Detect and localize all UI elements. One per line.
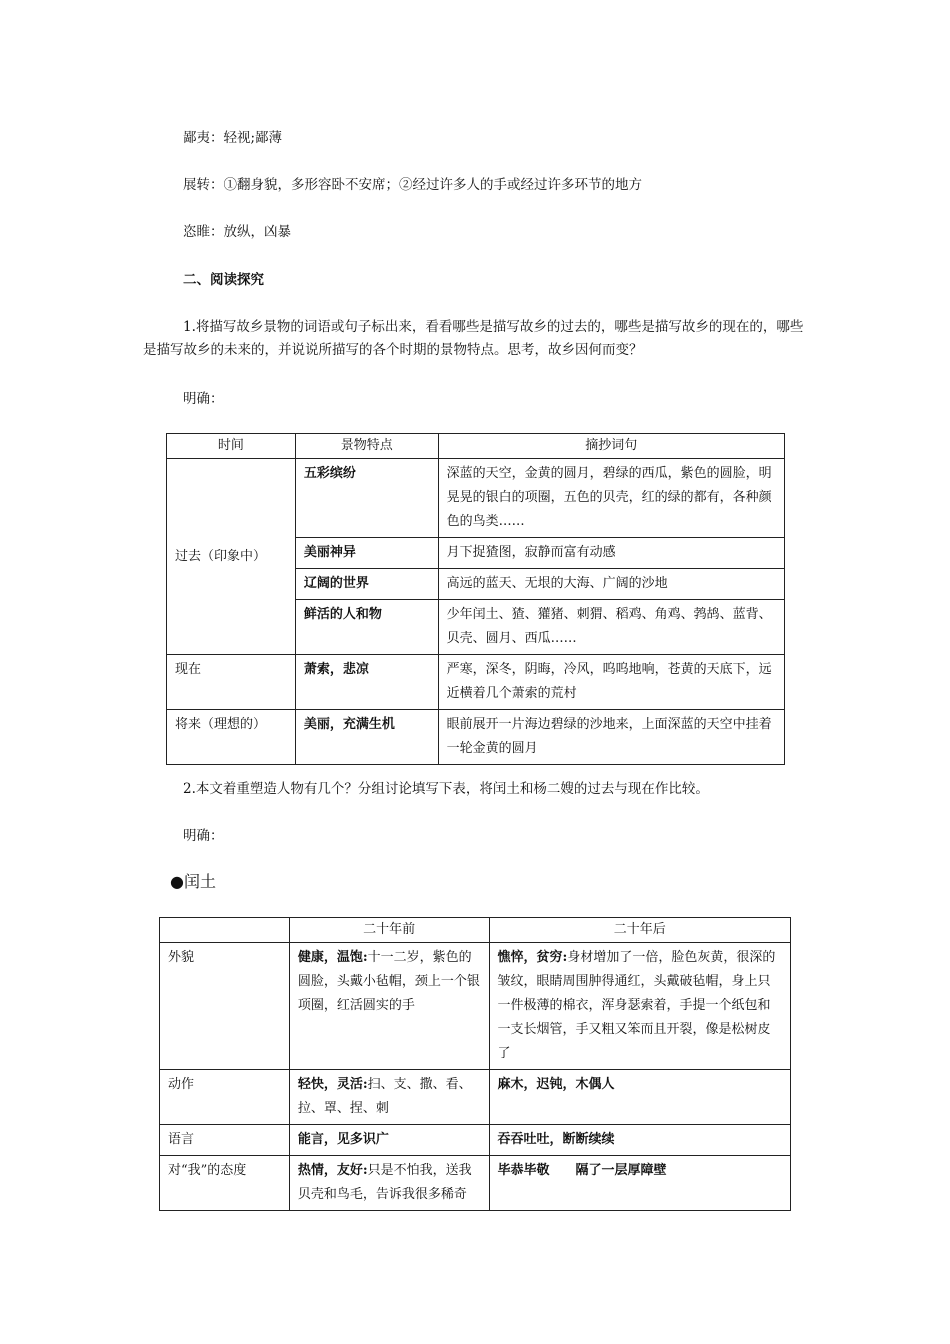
- after-cell: [489, 943, 790, 1070]
- table-row: [160, 943, 791, 1070]
- quote-cell: 深蓝的天空，金黄的圆月，碧绿的西瓜，紫色的圆脸，明晃晃的银白的项圈，五色的贝壳，红的绿的都有，各种颜色的鸟类……: [438, 459, 784, 538]
- feature-cell: 美丽，充满生机: [295, 710, 438, 765]
- table-row: [167, 655, 785, 710]
- question-2: 2.本文着重塑造人物有几个？分组讨论填写下表，将闰土和杨二嫂的过去与现在作比较。: [183, 781, 709, 797]
- answer-label-1: 明确：: [183, 391, 224, 407]
- table-row: [167, 710, 785, 765]
- table-row: [167, 459, 785, 538]
- after-summary: 毕恭毕敬 隔了一层厚障壁: [497, 1163, 667, 1178]
- header-time: 时间: [167, 434, 296, 459]
- row-label: 动作: [160, 1070, 290, 1125]
- after-cell: [489, 1070, 790, 1125]
- time-past: 过去（印象中）: [167, 459, 296, 655]
- before-summary: 热情，友好:: [297, 1163, 368, 1178]
- table-row: [160, 1125, 791, 1156]
- before-detail: 扫、支、撒、看、拉、罩、捏、刺: [297, 1077, 472, 1116]
- table-row: [160, 1070, 791, 1125]
- before-summary: 轻快，灵活:: [297, 1077, 368, 1092]
- definition-zhanzhuan: 展转：①翻身貌，多形容卧不安席；②经过许多人的手或经过许多环节的地方: [183, 177, 642, 193]
- after-detail: 身材增加了一倍，脸色灰黄，很深的皱纹，眼睛周围肿得通红，头戴破毡帽，身上只一件极薄的棉衣，浑身瑟索着，手提一个纸包和一支长烟管，手又粗又笨而且开裂，像是松树皮了: [497, 950, 776, 1061]
- definition-zisui: 恣睢：放纵，凶暴: [183, 224, 291, 240]
- before-cell: [289, 1156, 489, 1211]
- header-empty: [160, 918, 290, 943]
- feature-cell: 辽阔的世界: [295, 569, 438, 600]
- definition-biyi: 鄙夷：轻视;鄙薄: [183, 130, 283, 146]
- after-summary: 憔悴，贫穷:: [497, 950, 568, 965]
- quote-cell: 少年闰土、猹、獾猪、刺猬、稻鸡、角鸡、鹁鸪、蓝背、贝壳、圆月、西瓜……: [438, 600, 784, 655]
- row-label: 外貌: [160, 943, 290, 1070]
- table-header-row: [160, 918, 791, 943]
- row-label: 语言: [160, 1125, 290, 1156]
- before-detail: 十一二岁，紫色的圆脸，头戴小毡帽，颈上一个银项圈，红活圆实的手: [297, 950, 480, 1013]
- scenery-table: [166, 433, 785, 765]
- time-future: 将来（理想的）: [167, 710, 296, 765]
- section-heading: 二、阅读探究: [183, 272, 264, 288]
- answer-label-2: 明确：: [183, 828, 224, 844]
- after-summary: 吞吞吐吐，断断续续: [497, 1132, 615, 1147]
- runtu-title: ●闰土: [170, 872, 216, 891]
- before-cell: [289, 1070, 489, 1125]
- before-summary: 健康，温饱:: [297, 950, 368, 965]
- quote-cell: 月下捉猹图，寂静而富有动感: [438, 538, 784, 569]
- feature-cell: 五彩缤纷: [295, 459, 438, 538]
- after-cell: [489, 1125, 790, 1156]
- time-present: 现在: [167, 655, 296, 710]
- question-1: [143, 316, 807, 362]
- table-row: [160, 1156, 791, 1211]
- question-1-text: 1.将描写故乡景物的词语或句子标出来，看看哪些是描写故乡的过去的，哪些是描写故乡的现在的，哪些是描写故乡的未来的，并说说所描写的各个时期的景物特点。思考，故乡因何而变？: [143, 319, 804, 358]
- after-cell: [489, 1156, 790, 1211]
- header-before: 二十年前: [289, 918, 489, 943]
- feature-cell: 美丽神异: [295, 538, 438, 569]
- before-summary: 能言，见多识广: [297, 1132, 389, 1147]
- header-quote: 摘抄词句: [438, 434, 784, 459]
- table-header-row: [167, 434, 785, 459]
- runtu-table: [159, 917, 791, 1211]
- header-feature: 景物特点: [295, 434, 438, 459]
- before-cell: [289, 1125, 489, 1156]
- feature-cell: 萧索，悲凉: [295, 655, 438, 710]
- quote-cell: 眼前展开一片海边碧绿的沙地来，上面深蓝的天空中挂着一轮金黄的圆月: [438, 710, 784, 765]
- row-label: 对“我”的态度: [160, 1156, 290, 1211]
- feature-cell: 鲜活的人和物: [295, 600, 438, 655]
- before-detail: 只是不怕我，送我贝壳和鸟毛，告诉我很多稀奇: [297, 1163, 472, 1202]
- quote-cell: 高远的蓝天、无垠的大海、广阔的沙地: [438, 569, 784, 600]
- after-summary: 麻木，迟钝，木偶人: [497, 1077, 615, 1092]
- header-after: 二十年后: [489, 918, 790, 943]
- quote-cell: 严寒，深冬，阴晦，冷风，呜呜地响，苍黄的天底下，远近横着几个萧索的荒村: [438, 655, 784, 710]
- before-cell: [289, 943, 489, 1070]
